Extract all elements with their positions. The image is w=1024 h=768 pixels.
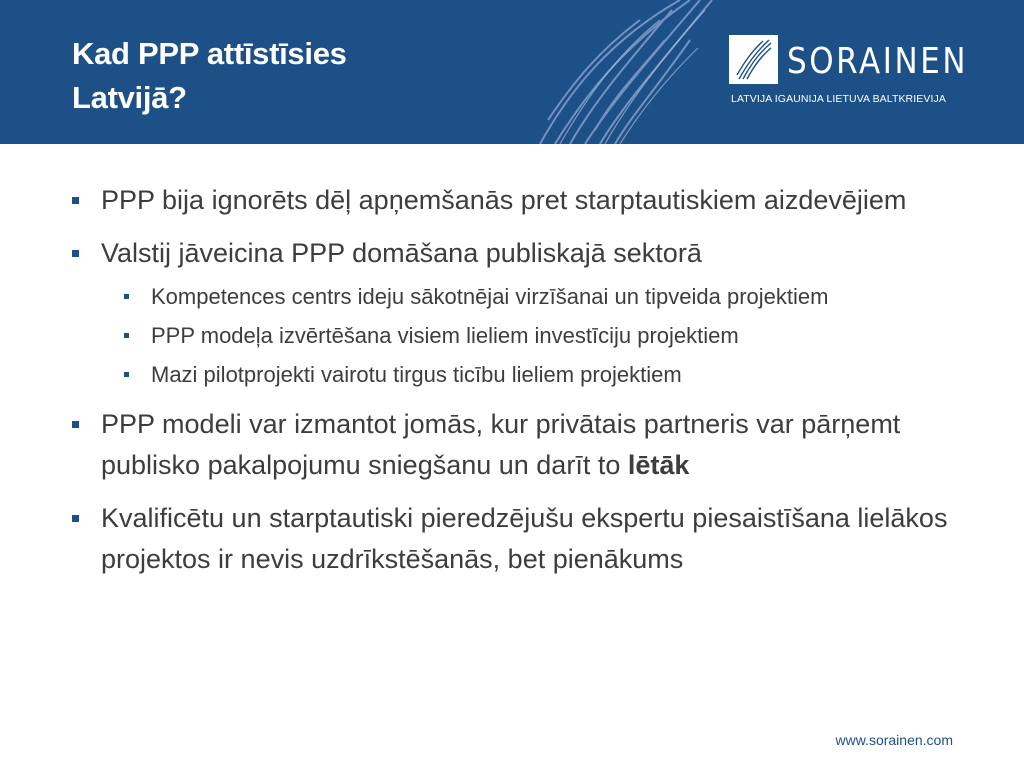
sorainen-logo-mark	[729, 35, 778, 84]
logo-wordmark: SORAINEN	[787, 41, 969, 82]
bullet-emphasis: lētāk	[627, 450, 690, 480]
bullet-item: Valstij jāveicina PPP domāšana publiskajā sektorā	[72, 233, 952, 274]
slide-title	[72, 32, 347, 120]
sub-bullet-item: Mazi pilotprojekti vairotu tirgus ticību lieliem projektiem	[124, 358, 952, 392]
bullet-item: Kvalificētu un starptautiski pieredzējušu ekspertu piesaistīšana lielākos projektos ir nevis uzdrīkstēšanās, bet pienākums	[72, 498, 952, 580]
header-banner	[0, 0, 1024, 144]
sub-bullet-item: Kompetences centrs ideju sākotnējai virzīšanai un tipveida projektiem	[124, 280, 952, 314]
sub-bullet-list	[72, 280, 952, 392]
bullet-item: PPP bija ignorēts dēļ apņemšanās pret starptautiskiem aizdevējiem	[72, 180, 952, 221]
logo-countries: LATVIJA IGAUNIJA LIETUVA BALTKRIEVIJA	[731, 93, 946, 105]
bullet-list	[72, 180, 952, 592]
bullet-text: PPP modeli var izmantot jomās, kur privātais partneris var pārņemt publisko pakalpojumu sniegšanu un darīt to	[101, 409, 901, 480]
title-line-2: Latvijā?	[72, 80, 187, 115]
sub-bullet-item: PPP modeļa izvērtēšana visiem lieliem investīciju projektiem	[124, 319, 952, 353]
footer-url[interactable]: www.sorainen.com	[835, 732, 953, 748]
bullet-item	[72, 404, 952, 486]
feather-logo-icon	[729, 35, 778, 84]
title-line-1: Kad PPP attīstīsies	[72, 36, 347, 71]
